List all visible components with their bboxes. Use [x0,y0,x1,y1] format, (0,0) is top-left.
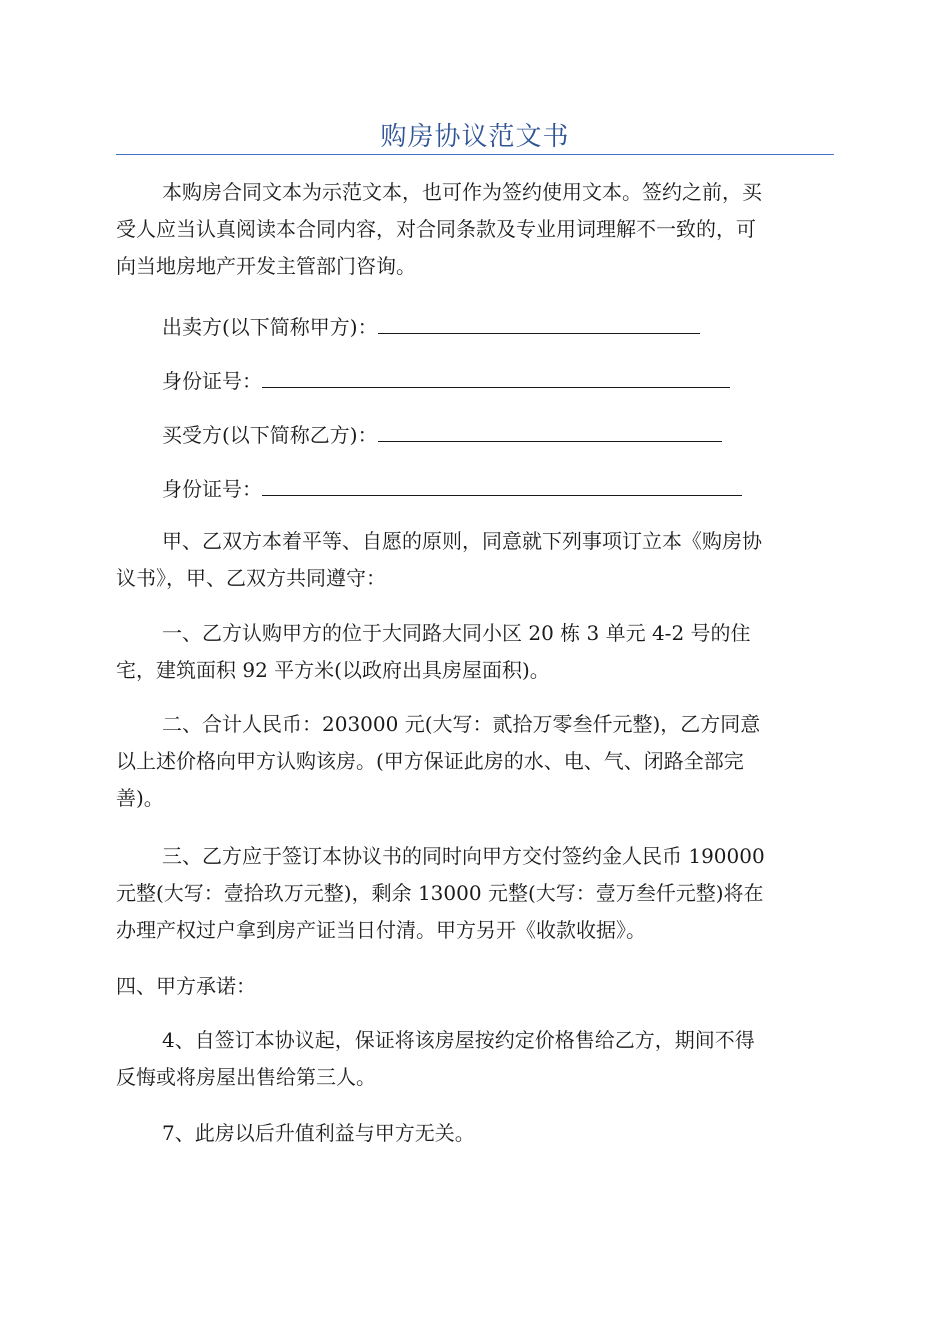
clause-1-line: 宅，建筑面积 92 平方米(以政府出具房屋面积)。 [116,658,550,682]
clause-4-item-line: 4、自签订本协议起，保证将该房屋按约定价格售给乙方，期间不得 [162,1028,755,1052]
seller-label: 出卖方(以下简称甲方)： [162,315,378,339]
buyer-label: 买受方(以下简称乙方)： [162,423,378,447]
seller-id-field [162,365,730,396]
buyer-id-label: 身份证号： [162,477,262,501]
clause-3-paragraph [116,838,832,949]
buyer-blank-line[interactable] [378,419,722,442]
clause-7-item-paragraph: 7、此房以后升值利益与甲方无关。 [162,1121,475,1145]
buyer-field [162,419,722,450]
clause-2-paragraph [116,706,832,817]
agreement-line: 议书》，甲、乙双方共同遵守： [116,566,386,590]
clause-2-line: 二、合计人民币：203000 元(大写：贰拾万零叁仟元整)，乙方同意 [162,712,761,736]
agreement-paragraph [116,523,832,597]
clause-4-item-paragraph [116,1022,832,1096]
intro-line: 本购房合同文本为示范文本，也可作为签约使用文本。签约之前，买 [162,180,762,204]
agreement-line: 甲、乙双方本着平等、自愿的原则，同意就下列事项订立本《购房协 [162,529,762,553]
clause-3-line: 办理产权过户拿到房产证当日付清。甲方另开《收款收据》。 [116,918,646,942]
buyer-id-blank-line[interactable] [262,473,742,496]
buyer-id-field [162,473,742,504]
clause-4-heading: 四、甲方承诺： [116,974,256,998]
seller-id-label: 身份证号： [162,369,262,393]
intro-line: 向当地房地产开发主管部门咨询。 [116,254,416,278]
clause-1-paragraph [116,615,832,689]
seller-id-blank-line[interactable] [262,365,730,388]
intro-paragraph [116,174,832,285]
title-underline [116,154,834,155]
seller-blank-line[interactable] [378,311,700,334]
intro-line: 受人应当认真阅读本合同内容，对合同条款及专业用词理解不一致的，可 [116,217,756,241]
clause-3-line: 元整(大写：壹拾玖万元整)，剩余 13000 元整(大写：壹万叁仟元整)将在 [116,881,764,905]
clause-2-line: 以上述价格向甲方认购该房。(甲方保证此房的水、电、气、闭路全部完 [116,749,744,773]
clause-1-line: 一、乙方认购甲方的位于大同路大同小区 20 栋 3 单元 4-2 号的住 [162,621,751,645]
seller-field [162,311,700,342]
document-title: 购房协议范文书 [380,122,570,152]
clause-4-item-line: 反悔或将房屋出售给第三人。 [116,1065,376,1089]
clause-2-line: 善)。 [116,786,164,810]
clause-3-line: 三、乙方应于签订本协议书的同时向甲方交付签约金人民币 190000 [162,844,765,868]
